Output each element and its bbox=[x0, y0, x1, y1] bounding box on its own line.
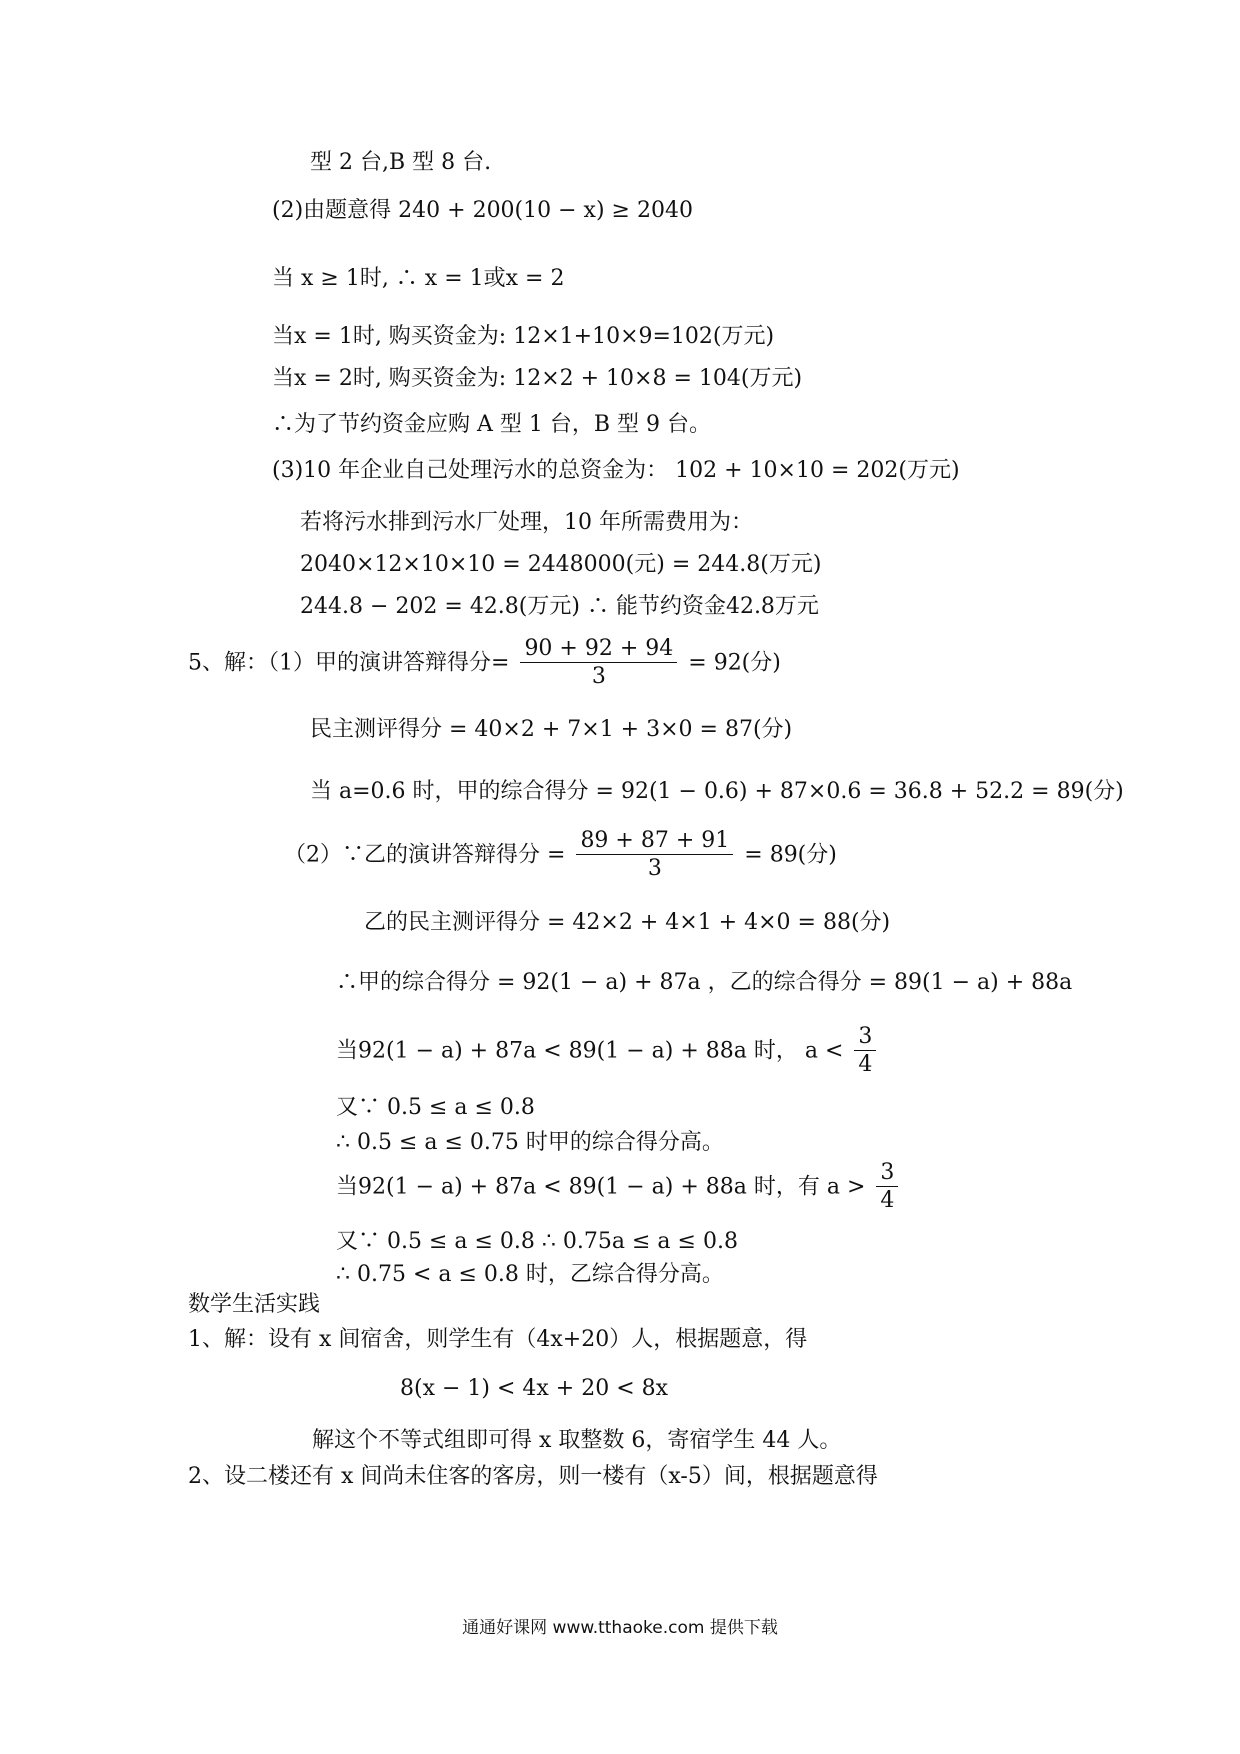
text-line: 当 x ≥ 1时, ∴ x = 1或x = 2 bbox=[272, 266, 565, 291]
text-line: 当 a=0.6 时，甲的综合得分 = 92(1 − 0.6) + 87×0.6 = 36.8 + 52.2 = 89(分) bbox=[310, 779, 1124, 804]
text-segment: 5、解：（1）甲的演讲答辩得分= bbox=[188, 650, 510, 676]
fraction-denominator: 3 bbox=[591, 664, 606, 689]
text-line bbox=[336, 1024, 880, 1079]
text-line: (2)由题意得 240 + 200(10 − x) ≥ 2040 bbox=[272, 198, 693, 223]
page-footer: 通通好课网 www.tthaoke.com 提供下载 bbox=[462, 1618, 778, 1638]
fraction bbox=[520, 636, 677, 691]
text-line: 若将污水排到污水厂处理，10 年所需费用为： bbox=[300, 510, 753, 535]
fraction-denominator: 3 bbox=[647, 856, 662, 881]
text-segment: = 89(分) bbox=[744, 842, 837, 868]
fraction-denominator: 4 bbox=[858, 1052, 873, 1077]
text-line: ∴甲的综合得分 = 92(1 − a) + 87a ，乙的综合得分 = 89(1 − a) + 88a bbox=[336, 970, 1073, 995]
fraction-numerator: 3 bbox=[876, 1160, 898, 1187]
text-segment: 当92(1 − a) + 87a < 89(1 − a) + 88a 时， a < bbox=[336, 1038, 844, 1064]
text-segment: 当92(1 − a) + 87a < 89(1 − a) + 88a 时，有 a > bbox=[336, 1174, 866, 1200]
text-line: 又∵ 0.5 ≤ a ≤ 0.8 ∴ 0.75a ≤ a ≤ 0.8 bbox=[336, 1229, 738, 1254]
fraction bbox=[576, 828, 733, 883]
fraction bbox=[854, 1024, 876, 1079]
text-line: 乙的民主测评得分 = 42×2 + 4×1 + 4×0 = 88(分) bbox=[364, 910, 891, 935]
fraction-denominator: 4 bbox=[880, 1188, 895, 1213]
fraction-numerator: 90 + 92 + 94 bbox=[520, 636, 677, 663]
text-line: 又∵ 0.5 ≤ a ≤ 0.8 bbox=[336, 1095, 535, 1120]
text-line: 民主测评得分 = 40×2 + 7×1 + 3×0 = 87(分) bbox=[310, 717, 793, 742]
section-heading: 数学生活实践 bbox=[188, 1292, 321, 1317]
text-line: 解这个不等式组即可得 x 取整数 6，寄宿学生 44 人。 bbox=[312, 1428, 842, 1453]
text-line: 2040×12×10×10 = 2448000(元) = 244.8(万元) bbox=[300, 552, 822, 577]
text-line: 当x = 1时, 购买资金为: 12×1+10×9=102(万元) bbox=[272, 324, 775, 349]
text-line: ∴为了节约资金应购 A 型 1 台，B 型 9 台。 bbox=[272, 412, 712, 437]
text-line bbox=[336, 1160, 902, 1215]
text-line: 1、解：设有 x 间宿舍，则学生有（4x+20）人，根据题意，得 bbox=[188, 1327, 808, 1352]
text-line: 8(x − 1) < 4x + 20 < 8x bbox=[400, 1376, 669, 1401]
text-line: ∴ 0.75 < a ≤ 0.8 时，乙综合得分高。 bbox=[336, 1262, 724, 1287]
fraction bbox=[876, 1160, 898, 1215]
fraction-numerator: 89 + 87 + 91 bbox=[576, 828, 733, 855]
text-line: 244.8 − 202 = 42.8(万元) ∴ 能节约资金42.8万元 bbox=[300, 594, 819, 619]
text-segment: = 92(分) bbox=[688, 650, 781, 676]
text-segment: （2）∵乙的演讲答辩得分 = bbox=[284, 842, 566, 868]
text-line bbox=[284, 828, 837, 883]
text-line: (3)10 年企业自己处理污水的总资金为： 102 + 10×10 = 202(万元) bbox=[272, 458, 960, 483]
fraction-numerator: 3 bbox=[854, 1024, 876, 1051]
text-line: 型 2 台,B 型 8 台. bbox=[310, 150, 492, 175]
text-line: 2、设二楼还有 x 间尚未住客的客房，则一楼有（x-5）间，根据题意得 bbox=[188, 1464, 878, 1489]
text-line: ∴ 0.5 ≤ a ≤ 0.75 时甲的综合得分高。 bbox=[336, 1130, 724, 1155]
problem-5-line bbox=[188, 636, 781, 691]
text-line: 当x = 2时, 购买资金为: 12×2 + 10×8 = 104(万元) bbox=[272, 366, 803, 391]
